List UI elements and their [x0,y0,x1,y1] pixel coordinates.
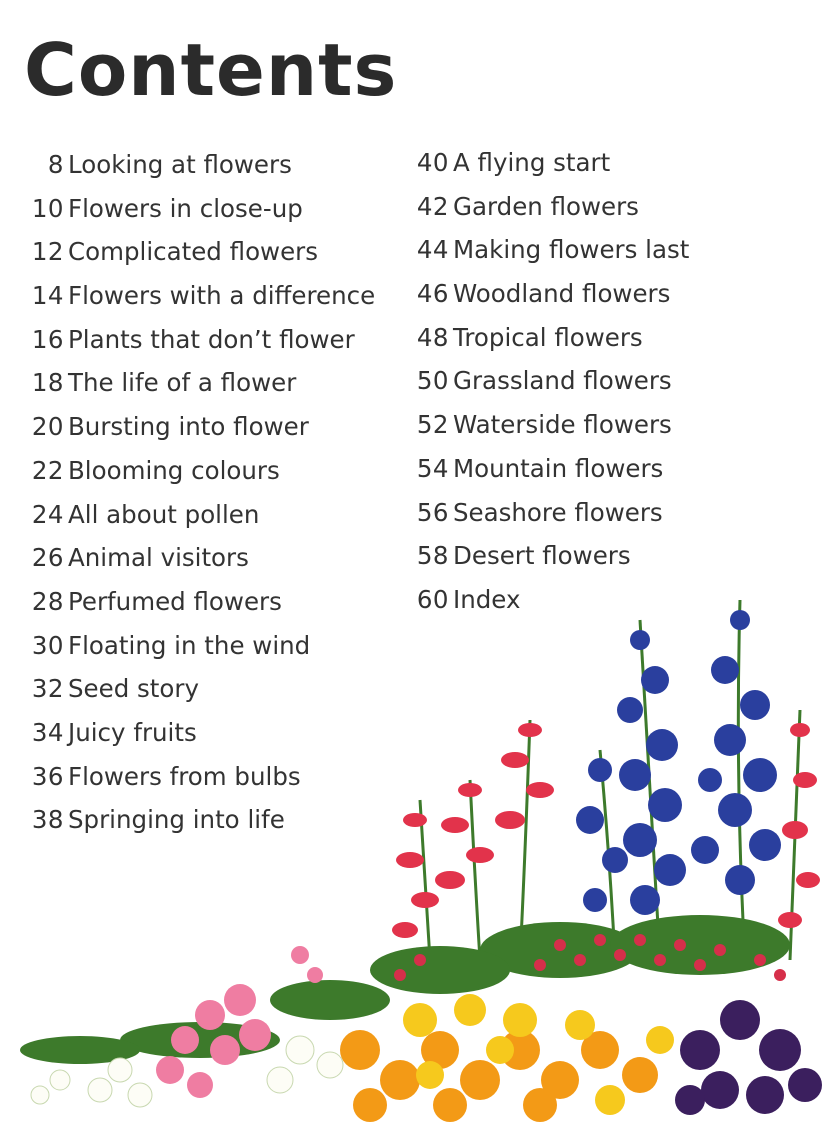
page-number: 26 [31,543,64,573]
page-number: 42 [416,191,449,221]
entry-title: Animal visitors [68,543,249,573]
entry-title: Plants that don’t flower [68,324,355,354]
toc-entry[interactable] [405,410,785,454]
toc-entry[interactable] [405,454,785,498]
entry-title: Grassland flowers [453,366,672,396]
toc-entry[interactable] [405,366,785,410]
toc-entry[interactable] [20,150,380,194]
entry-title: All about pollen [68,499,260,529]
entry-title: Juicy fruits [68,717,197,747]
page-number: 48 [416,322,449,352]
entry-title: Index [453,584,521,614]
page-number: 22 [31,455,64,485]
entry-title: Woodland flowers [453,279,671,309]
page-number: 8 [47,150,64,179]
entry-title: Tropical flowers [453,322,643,352]
pink-flowers [156,946,323,1098]
page-number: 36 [31,761,64,791]
page-number: 20 [31,412,64,442]
page-number: 38 [31,805,64,835]
page-number: 52 [416,410,449,440]
page-number: 30 [31,630,64,660]
toc-entry[interactable] [20,500,380,544]
entry-title: Bursting into flower [68,412,309,442]
toc-entry[interactable] [405,235,785,279]
entry-title: Flowers in close-up [68,193,303,223]
page-number: 34 [31,717,64,747]
entry-title: Making flowers last [453,235,690,265]
entry-title: The life of a flower [68,368,297,398]
page-number: 18 [31,368,64,398]
toc-entry[interactable] [405,279,785,323]
delphinium-flowers [576,610,781,915]
toc-entry[interactable] [20,281,380,325]
entry-title: Mountain flowers [453,453,664,483]
flower-border-illustration [0,580,822,1122]
entry-title: Seed story [68,674,199,704]
page-number: 60 [416,584,449,614]
entry-title: Waterside flowers [453,410,672,440]
entry-title: Blooming colours [68,455,280,485]
toc-entry[interactable] [20,237,380,281]
page-number: 14 [31,281,64,311]
entry-title: Springing into life [68,805,285,835]
page-number: 16 [31,324,64,354]
page-number: 12 [31,237,64,267]
toc-entry[interactable] [20,412,380,456]
toc-entry[interactable] [405,148,785,192]
toc-entry[interactable] [405,192,785,236]
page-number: 10 [31,193,64,223]
toc-entry[interactable] [20,194,380,238]
entry-title: Perfumed flowers [68,586,282,616]
page-number: 54 [416,453,449,483]
contents-right-column [405,148,785,629]
purple-pansies [675,1000,822,1115]
page-number: 58 [416,541,449,571]
page-number: 40 [416,148,449,177]
delphinium-stems [420,600,800,960]
entry-title: Flowers from bulbs [68,761,301,791]
page-number: 32 [31,674,64,704]
toc-entry[interactable] [20,456,380,500]
entry-title: Seashore flowers [453,497,663,527]
toc-entry[interactable] [20,368,380,412]
entry-title: Complicated flowers [68,237,319,267]
entry-title: Looking at flowers [68,150,292,179]
toc-entry[interactable] [405,498,785,542]
page-number: 50 [416,366,449,396]
page-title: Contents [24,28,398,112]
page-number: 28 [31,586,64,616]
page-number: 56 [416,497,449,527]
page-number: 24 [31,499,64,529]
entry-title: Floating in the wind [68,630,311,660]
entry-title: A flying start [453,148,611,177]
toc-entry[interactable] [20,325,380,369]
page-number: 44 [416,235,449,265]
entry-title: Desert flowers [453,541,631,571]
entry-title: Garden flowers [453,191,639,221]
page-number: 46 [416,279,449,309]
toc-entry[interactable] [405,541,785,585]
toc-entry[interactable] [405,323,785,367]
entry-title: Flowers with a difference [68,281,376,311]
